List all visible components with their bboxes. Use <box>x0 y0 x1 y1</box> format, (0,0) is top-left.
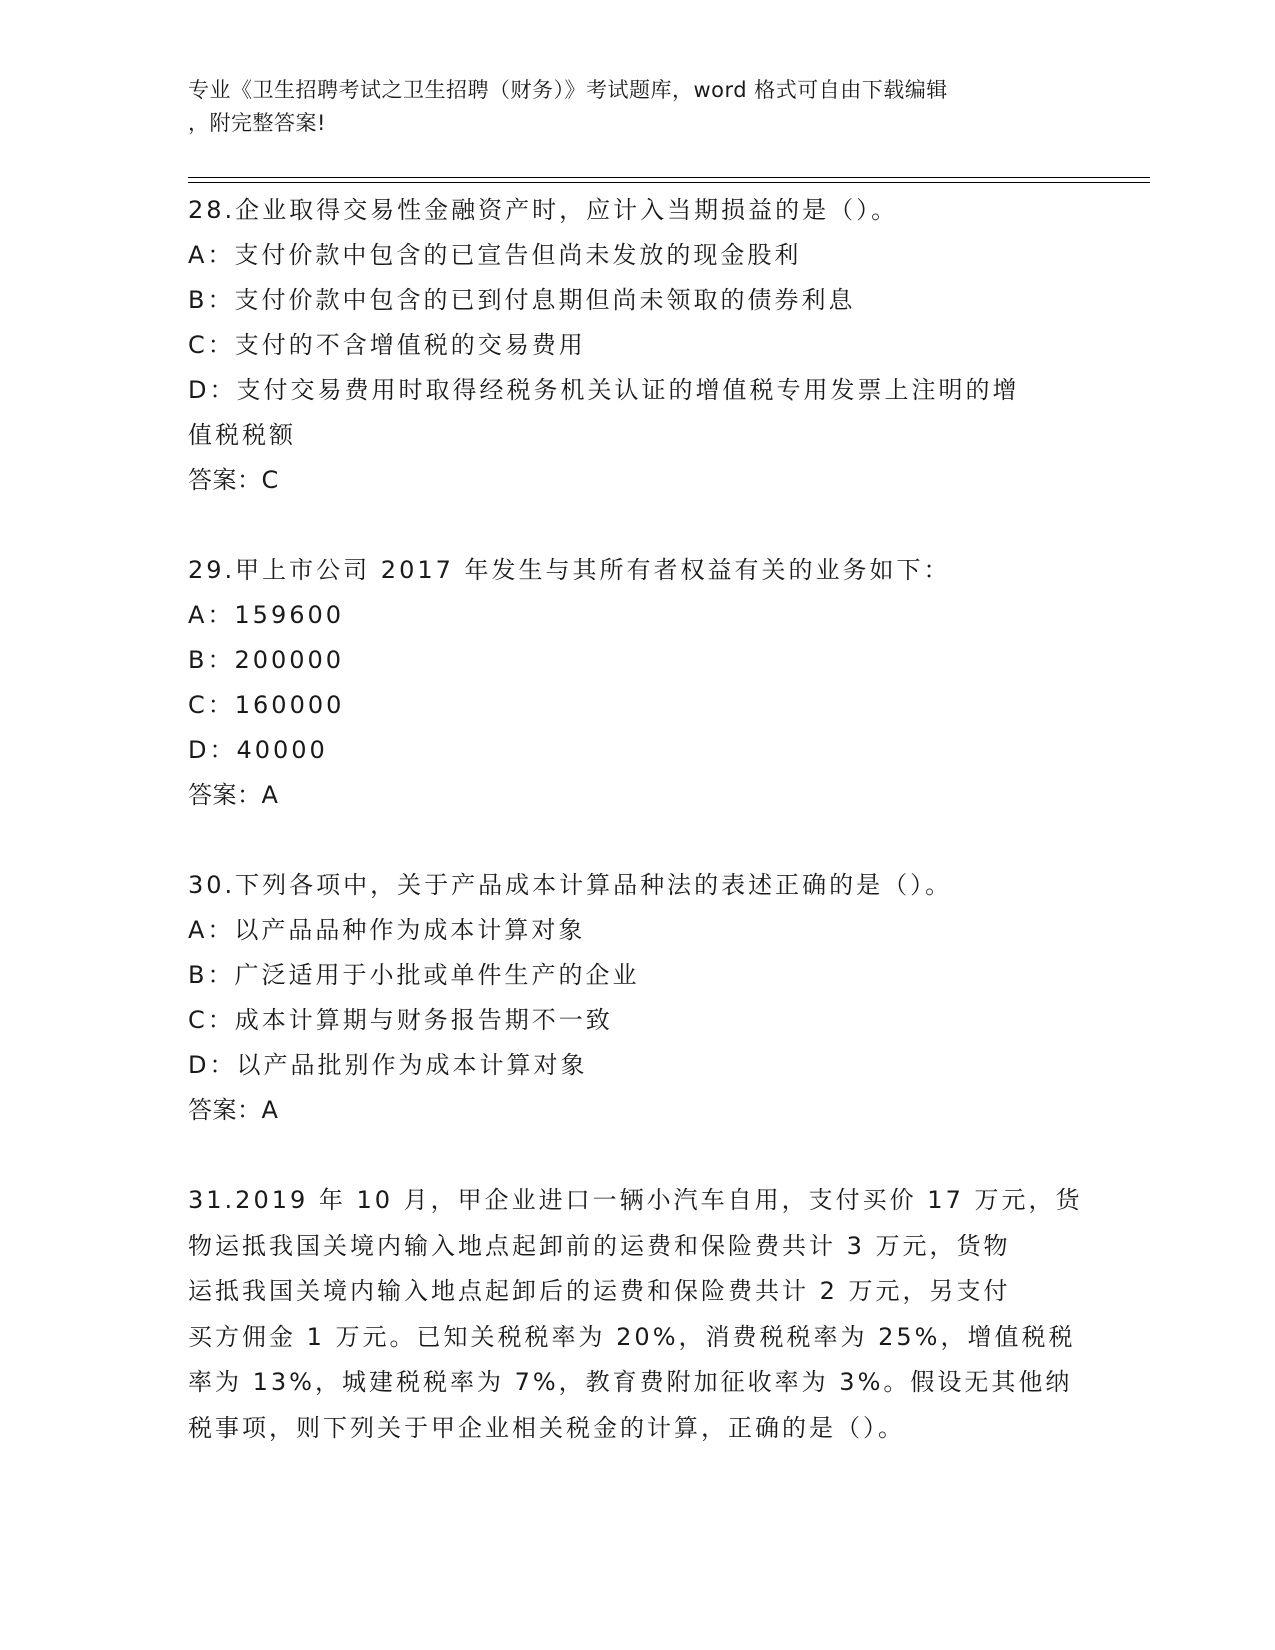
option-b: B：支付价款中包含的已到付息期但尚未领取的债券利息 <box>188 286 856 314</box>
question-29 <box>188 548 1088 818</box>
question-stem-line-3: 运抵我国关境内输入地点起卸后的运费和保险费共计 2 万元，另支付 <box>188 1277 1011 1305</box>
option-d: D：40000 <box>188 736 328 764</box>
question-stem: 29.甲上市公司 2017 年发生与其所有者权益有关的业务如下： <box>188 556 951 584</box>
header-line-2: ，附完整答案! <box>188 111 326 135</box>
header-divider-bottom <box>188 182 1150 183</box>
option-c: C：支付的不含增值税的交易费用 <box>188 331 586 359</box>
question-spacer <box>188 503 1088 548</box>
question-stem-line-4: 买方佣金 1 万元。已知关税税率为 20%，消费税税率为 25%，增值税税 <box>188 1322 1076 1351</box>
question-stem: 28.企业取得交易性金融资产时，应计入当期损益的是（）。 <box>188 196 899 224</box>
question-stem-line-2: 物运抵我国关境内输入地点起卸前的运费和保险费共计 3 万元，货物 <box>188 1231 1011 1260</box>
question-list <box>188 188 1088 1451</box>
question-30 <box>188 863 1088 1133</box>
option-a: A：以产品品种作为成本计算对象 <box>188 916 586 944</box>
option-d: D：以产品批别作为成本计算对象 <box>188 1051 588 1079</box>
answer: 答案：A <box>188 781 279 809</box>
option-c: C：160000 <box>188 691 345 719</box>
option-b: B：广泛适用于小批或单件生产的企业 <box>188 961 640 989</box>
question-31 <box>188 1178 1088 1451</box>
header-divider-top <box>188 177 1150 178</box>
option-d: D：支付交易费用时取得经税务机关认证的增值税专用发票上注明的增 <box>188 376 1020 404</box>
option-b: B：200000 <box>188 646 345 674</box>
header-line-1: 专业《卫生招聘考试之卫生招聘（财务）》考试题库，word 格式可自由下载编辑 <box>188 78 948 102</box>
option-a: A：159600 <box>188 601 345 629</box>
answer: 答案：A <box>188 1096 279 1124</box>
question-stem-line-6: 税事项，则下列关于甲企业相关税金的计算，正确的是（）。 <box>188 1413 905 1442</box>
document-header <box>188 74 1068 140</box>
question-spacer <box>188 1133 1088 1178</box>
option-d-continued: 值税税额 <box>188 421 296 449</box>
question-28 <box>188 188 1088 503</box>
answer: 答案：C <box>188 466 279 494</box>
question-spacer <box>188 818 1088 863</box>
question-stem-line-1: 31.2019 年 10 月，甲企业进口一辆小汽车自用，支付买价 17 万元，货 <box>188 1186 1083 1214</box>
option-a: A：支付价款中包含的已宣告但尚未发放的现金股利 <box>188 241 802 269</box>
option-c: C：成本计算期与财务报告期不一致 <box>188 1006 613 1034</box>
question-stem-line-5: 率为 13%，城建税税率为 7%，教育费附加征收率为 3%。假设无其他纳 <box>188 1368 1073 1396</box>
question-stem: 30.下列各项中，关于产品成本计算品种法的表述正确的是（）。 <box>188 871 953 899</box>
